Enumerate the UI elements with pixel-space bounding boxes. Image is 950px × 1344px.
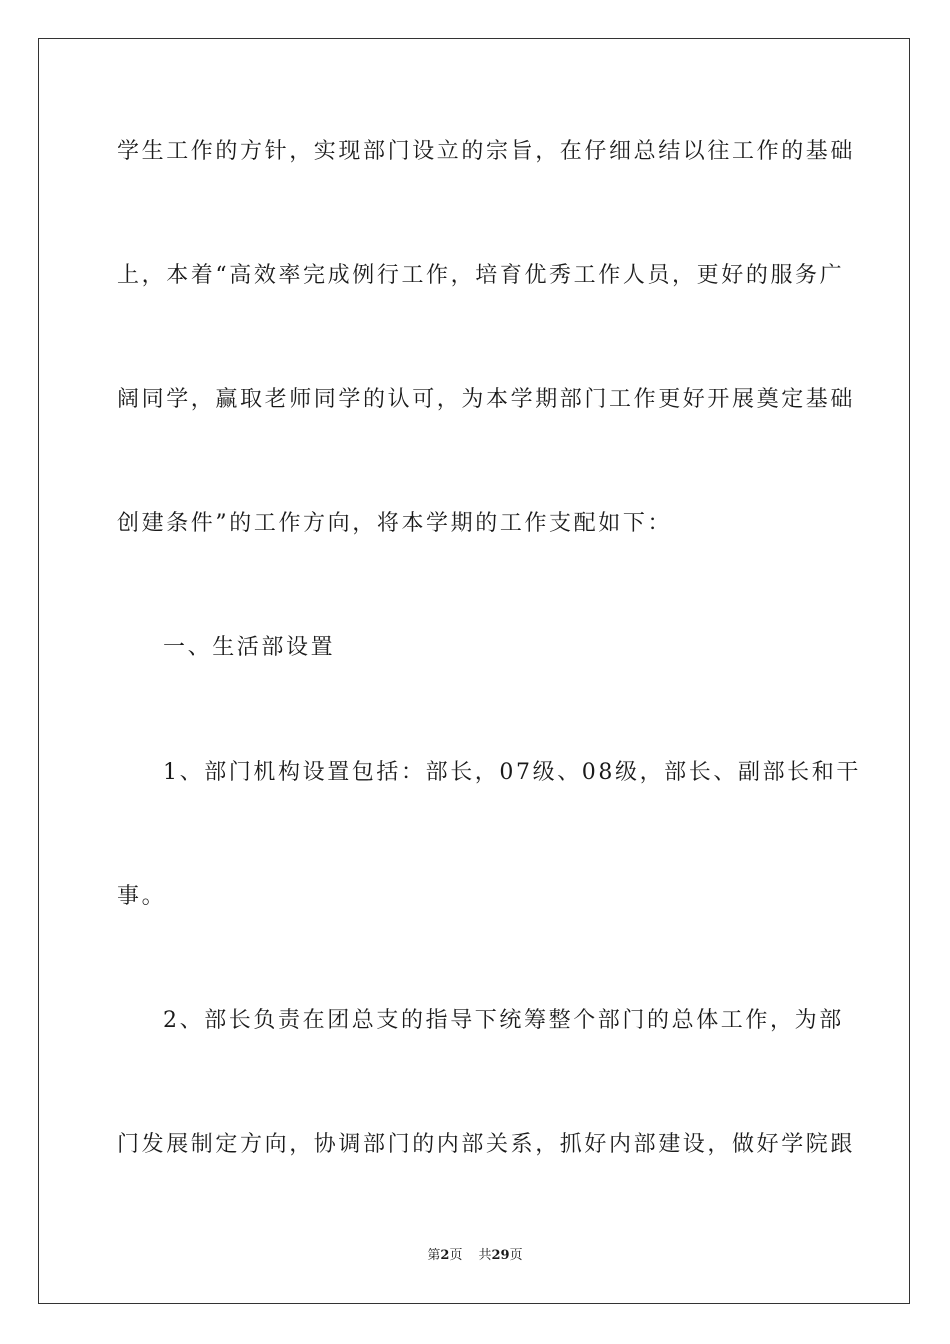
paragraph-line-4: 创建条件”的工作方向，将本学期的工作支配如下： (117, 511, 673, 536)
page-border (38, 38, 910, 1304)
section-heading: 一、生活部设置 (163, 635, 336, 660)
page-footer (0, 1247, 950, 1265)
paragraph-line-1: 学生工作的方针，实现部门设立的宗旨，在仔细总结以往工作的基础 (117, 139, 856, 164)
paragraph-line-8: 2、部长负责在团总支的指导下统筹整个部门的总体工作，为部 (163, 1008, 844, 1033)
paragraph-line-2: 上，本着“高效率完成例行工作，培育优秀工作人员，更好的服务广 (117, 263, 845, 288)
footer-page-prefix: 第 (427, 1248, 441, 1263)
footer-page-suffix: 页 (449, 1248, 463, 1263)
paragraph-line-3: 阔同学，赢取老师同学的认可，为本学期部门工作更好开展奠定基础 (117, 387, 856, 412)
paragraph-line-9: 门发展制定方向，协调部门的内部关系，抓好内部建设，做好学院跟 (117, 1132, 856, 1157)
paragraph-line-6: 1、部门机构设置包括：部长，07级、08级，部长、副部长和干 (163, 760, 861, 785)
footer-total-prefix: 共 (478, 1248, 492, 1263)
footer-total-suffix: 页 (509, 1248, 523, 1263)
footer-page-total: 29 (491, 1248, 510, 1263)
paragraph-line-7: 事。 (117, 884, 167, 909)
footer-page-current: 2 (440, 1248, 450, 1263)
